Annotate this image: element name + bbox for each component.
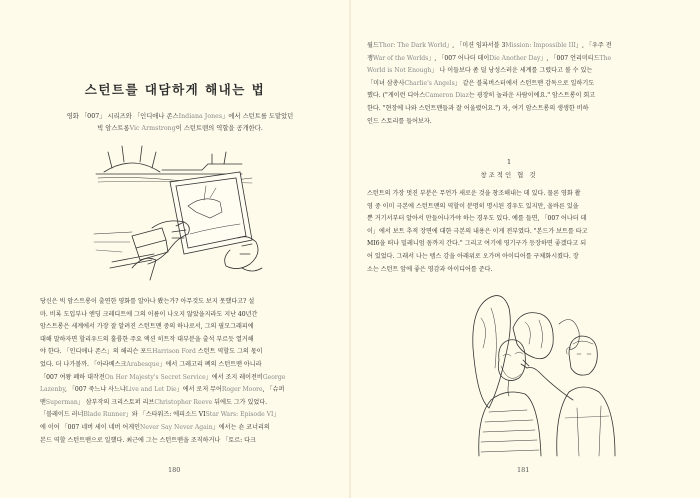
english-gloss: Christopher Reeve	[154, 398, 213, 406]
illustration-hands-holding-photo-icon	[92, 142, 264, 282]
text-run: 암스트롱은 세계에서 가장 잘 알려진 스턴트맨 중의 하나로서, 그의 필모그래피에	[40, 323, 254, 331]
english-gloss: Lazenby	[40, 386, 65, 394]
english-gloss: Never Say Never Again	[140, 423, 213, 431]
text-line	[367, 103, 645, 116]
text-run: 」 같은 블록버스터에서 스턴트맨 감독으로 일하기도	[454, 79, 595, 87]
text-line	[40, 372, 312, 385]
text-run: 월드	[367, 42, 379, 49]
english-gloss: World is Not Enough	[367, 67, 432, 75]
section-number: 1	[506, 158, 512, 166]
text-run: 했다. ("게이런 디아스	[367, 92, 426, 100]
text-run: 」에서는 숀 코너리의	[212, 423, 270, 431]
text-run: 」와 「스타워즈: 에피소드 VI	[125, 411, 206, 419]
english-gloss: Indiana Jones	[178, 113, 223, 120]
text-line	[367, 264, 645, 277]
text-run: 쟁	[367, 54, 373, 62]
text-run: 」에서 그레고리 펙의 스턴트맨 아니라	[159, 360, 262, 368]
text-run: , 「007 죽느냐 사느냐	[64, 386, 126, 394]
text-run: 」에서 조지 레이전비	[205, 373, 263, 381]
english-gloss: Blade Runner	[83, 411, 126, 419]
english-gloss: Die Another Day	[489, 54, 541, 62]
text-line	[40, 309, 312, 322]
text-run: 」	[273, 411, 280, 419]
text-line	[367, 201, 645, 214]
english-gloss: Cameron Diaz	[425, 92, 469, 100]
english-gloss: Superman	[45, 398, 78, 406]
text-run: 었다. 더 나가볼까. 「아라베스크	[40, 360, 127, 368]
text-line	[40, 384, 312, 397]
right-body-text-top	[367, 40, 645, 128]
text-run: 」, 「007 언리미티드	[540, 54, 600, 62]
text-run: 」, 「우주 전	[575, 42, 612, 49]
text-run: MI6을 떠나 밀레니엄 돔까지 간다." 그리고 여기에 영기구가 등장하면 좋겠다고 되	[367, 240, 587, 248]
text-run: 」 삼부작의 크리스토퍼 리브	[77, 398, 155, 406]
english-gloss: George	[262, 373, 286, 381]
text-line	[367, 116, 645, 129]
text-line	[64, 123, 296, 135]
text-run: 빅 암스트롱	[97, 125, 130, 132]
english-gloss: Charlie's Angels	[404, 79, 455, 87]
text-run: 대해 말하자면 할리우드의 훌륭한 주요 액션 히트작 대부분을 출석 부르듯 열거해	[40, 335, 254, 343]
left-page	[0, 0, 349, 498]
section-title: 창조적인 협 것	[480, 171, 538, 179]
text-run: 스턴트 역할도 그의 몫이	[195, 348, 263, 356]
english-gloss: Arabesque	[126, 360, 160, 368]
text-run: 인드 스토리를 들어보자.	[367, 117, 432, 125]
text-line	[40, 346, 312, 359]
text-line	[367, 251, 645, 264]
english-gloss: Thor: The Dark World	[378, 42, 447, 49]
text-run: 영 중 이미 극본에 스턴트맨의 역할이 분명히 명시된 경우도 있지만, 올바른 있을	[367, 202, 579, 210]
chapter-intro	[64, 111, 296, 135]
text-run: , 「슈퍼	[262, 386, 285, 394]
text-line	[367, 53, 645, 66]
text-run: 본드 역할 스턴트맨으로 일했다. 최근에 그는 스턴트맨을 조직하거나 「토르: 다크	[40, 436, 256, 444]
text-line	[367, 65, 645, 78]
text-run: 영화 「007」 시리즈와 「인디애나 존스	[66, 113, 179, 120]
text-line	[40, 409, 312, 422]
text-run: 이」에서 보트 추적 장면에 대한 극본의 내용은 이게 전부였다. "본드가 보트를 타고	[367, 227, 588, 235]
text-run: 에 이어 「007 네버 세이 네버 어게인	[40, 423, 140, 431]
text-line	[40, 321, 312, 334]
text-line	[367, 188, 645, 201]
text-line	[367, 40, 645, 53]
text-line	[40, 359, 312, 372]
text-line	[40, 435, 312, 448]
text-line	[40, 296, 312, 309]
text-run: 당신은 빅 암스트롱이 출연한 영화를 알아나 봤는가? 아무것도 보지 못했다고? 설	[40, 298, 255, 305]
text-run: 소는 스턴트 앞에 좋은 영감과 아이디어를 준다.	[367, 265, 493, 273]
text-line	[367, 213, 645, 226]
text-run: 마. 비록 도입부나 엔딩 크레디트에 그의 이름이 나오지 않았을지라도 지난 40년간	[40, 310, 258, 318]
english-gloss: War of the Worlds	[372, 54, 429, 62]
text-run: 는 굉장히 놀라운 사람이에요." 암스트롱이 회고	[468, 92, 596, 100]
text-line	[64, 111, 296, 123]
text-run: 야 한다. 「인디애나 존스」의 해리슨 포드	[40, 348, 153, 356]
text-run: 스턴트의 가장 멋진 부분은 무언가 새로운 것을 창조해내는 데 있다. 물론 영화 촬	[367, 190, 581, 197]
left-body-text	[40, 296, 312, 447]
english-gloss: The	[599, 54, 612, 62]
text-line	[367, 238, 645, 251]
text-line	[40, 334, 312, 347]
text-line	[367, 90, 645, 103]
text-run: 」, 「미션 임파서블 3	[446, 42, 506, 49]
chapter-title: 스턴트를 대담하게 해내는 법	[84, 82, 266, 97]
english-gloss: Vic Armstrong	[129, 125, 176, 132]
right-page	[351, 0, 700, 498]
english-gloss: Live and Let Die	[125, 386, 177, 394]
text-run: 맨	[40, 398, 46, 406]
illustration-two-men-examining-rock-icon	[469, 288, 619, 458]
right-body-text	[367, 188, 645, 276]
english-gloss: Star Wars: Episode VI	[205, 411, 274, 419]
text-run: 어 있었다. 그래서 나는 템스 강을 아래위로 오가며 아이디어를 구체화시켰다. 장	[367, 252, 579, 260]
text-run: 이 스턴트맨의 역할을 공개한다.	[175, 125, 263, 132]
text-line	[367, 226, 645, 239]
text-run: 한다. "현장에 나와 스턴트맨들과 잘 어울렸어요.") 자, 여기 암스트롱의 생생한 비하	[367, 104, 589, 112]
text-run: 」 나 이들보다 좀 덜 낭성스러운 세계를 그렸다고 볼 수 있는	[431, 67, 593, 75]
text-line	[367, 78, 645, 91]
english-gloss: Roger Moore	[221, 386, 263, 394]
text-run: 「미녀 삼총사	[367, 79, 405, 87]
english-gloss: On Her Majesty's Secret Service	[104, 373, 206, 381]
text-run: 「블레이드 러너	[40, 411, 84, 419]
text-line	[40, 397, 312, 410]
page-number-left: 180	[168, 466, 181, 474]
english-gloss: Mission: Impossible III	[505, 42, 576, 49]
text-run: 뒤에도 그가 있었다.	[212, 398, 268, 406]
text-run: 」에서 로저 무어	[176, 386, 222, 394]
text-run: 」, 「007 어나더 데이	[428, 54, 490, 62]
text-run: 」에서 스턴트를 도맡았던	[222, 113, 294, 120]
english-gloss: Harrison Ford	[152, 348, 196, 356]
page-number-right: 181	[517, 466, 530, 474]
text-line	[40, 422, 312, 435]
text-run: 뿐 거기서부터 알아서 만들어나가야 하는 경우도 있다. 예를 들면, 「007 어나더 데	[367, 215, 587, 223]
text-run: 「007 여왕 폐하 대작전	[40, 373, 105, 381]
